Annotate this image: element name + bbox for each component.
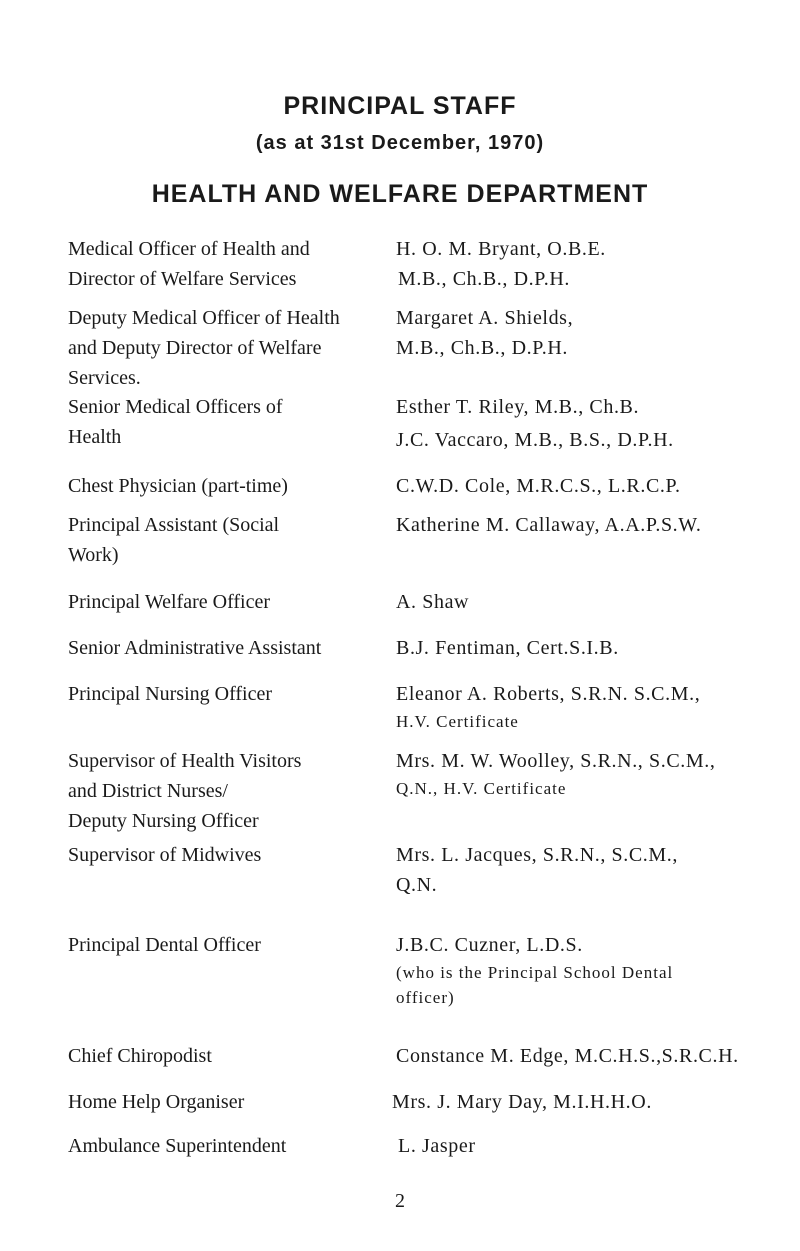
- post-holder: Margaret A. Shields, M.B., Ch.B., D.P.H.: [396, 307, 574, 359]
- post-holder: Mrs. L. Jacques, S.R.N., S.C.M., Q.N.: [396, 844, 678, 896]
- role-title: Ambulance Superintendent: [68, 1135, 287, 1157]
- role-title: Supervisor of Midwives: [68, 844, 262, 866]
- post-holder: Mrs. J. Mary Day, M.I.H.H.O.: [392, 1091, 652, 1113]
- post-holder: H. O. M. Bryant, O.B.E. M.B., Ch.B., D.P.H.: [396, 238, 606, 290]
- post-holder: C.W.D. Cole, M.R.C.S., L.R.C.P.: [396, 475, 681, 497]
- role-title: Principal Welfare Officer: [68, 591, 271, 613]
- role-title: Principal Dental Officer: [68, 934, 261, 956]
- role-title: Principal Nursing Officer: [68, 683, 273, 705]
- role-title: Medical Officer of Health and Director of Welfare Services: [68, 238, 310, 290]
- post-holder: B.J. Fentiman, Cert.S.I.B.: [396, 637, 619, 659]
- post-holder: Esther T. Riley, M.B., Ch.B. J.C. Vaccaro, M.B., B.S., D.P.H.: [396, 396, 674, 451]
- role-title: Principal Assistant (Social Work): [68, 514, 280, 566]
- post-holder: J.B.C. Cuzner, L.D.S. (who is the Principal School Dental officer): [396, 934, 674, 1007]
- department-heading: HEALTH AND WELFARE DEPARTMENT: [151, 180, 649, 208]
- role-title: Chest Physician (part-time): [68, 475, 288, 497]
- post-holder: Eleanor A. Roberts, S.R.N. S.C.M., H.V. Certificate: [396, 683, 701, 731]
- post-holder: Mrs. M. W. Woolley, S.R.N., S.C.M., Q.N., H.V. Certificate: [396, 750, 716, 798]
- role-title: Deputy Medical Officer of Health and Deputy Director of Welfare Services.: [68, 307, 340, 389]
- date-note: (as at 31st December, 1970): [255, 132, 545, 154]
- post-holder: L. Jasper: [398, 1135, 476, 1157]
- role-title: Home Help Organiser: [68, 1091, 245, 1113]
- post-holder: Constance M. Edge, M.C.H.S.,S.R.C.H.: [396, 1045, 739, 1067]
- role-title: Chief Chiropodist: [68, 1045, 212, 1067]
- page-title: PRINCIPAL STAFF: [283, 92, 517, 120]
- role-title: Senior Medical Officers of Health: [68, 396, 283, 448]
- role-title: Supervisor of Health Visitors and District Nurses/ Deputy Nursing Officer: [68, 750, 302, 832]
- post-holder: A. Shaw: [396, 591, 470, 613]
- post-holder: Katherine M. Callaway, A.A.P.S.W.: [396, 514, 702, 536]
- role-title: Senior Administrative Assistant: [68, 637, 322, 659]
- page-number: 2: [395, 1190, 405, 1212]
